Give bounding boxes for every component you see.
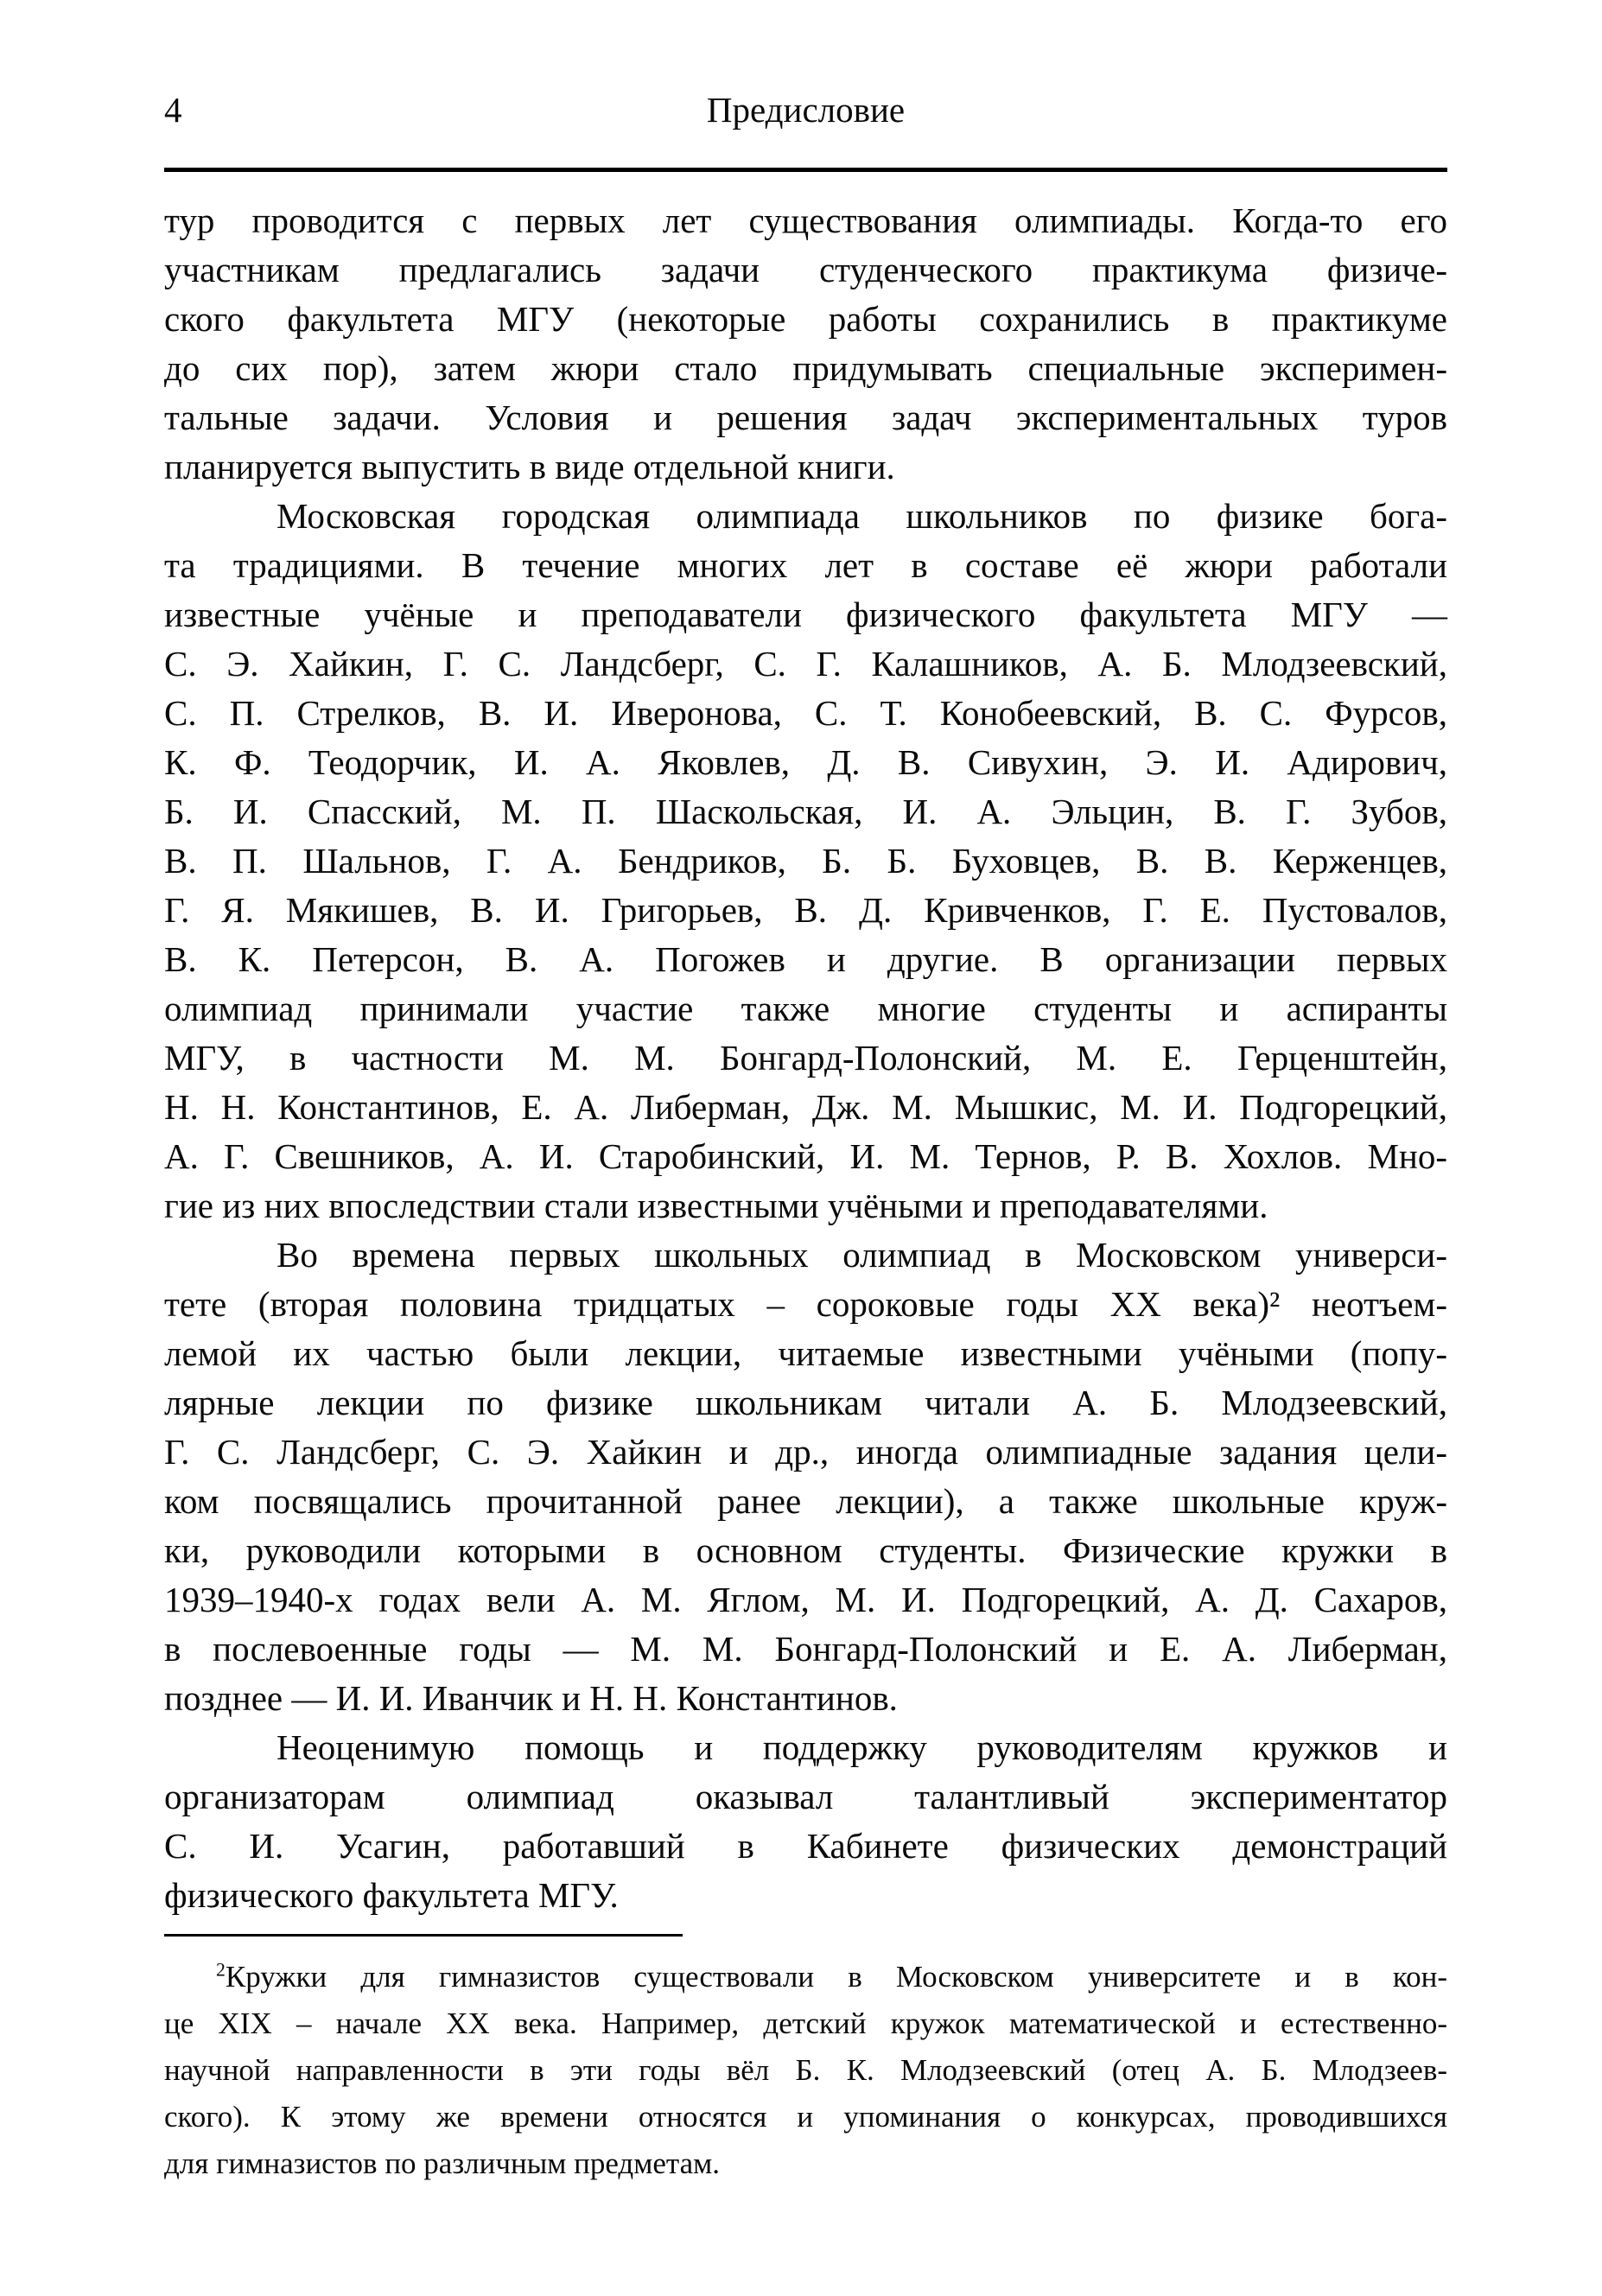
footnote-line: научной направленности в эти годы вёл Б. К. Млодзеевский (отец А. Б. Млодзеев- <box>164 2053 1447 2087</box>
paragraph <box>164 1723 1447 1920</box>
text-line: тете (вторая половина тридцатых – сороковые годы XX века)² неотъем- <box>164 1284 1447 1324</box>
footnote-line <box>164 1954 1447 2000</box>
text-line: тальные задачи. Условия и решения задач экспериментальных туров <box>164 398 1447 437</box>
text-line: В. К. Петерсон, В. А. Погожев и другие. В организации первых <box>164 939 1447 979</box>
paragraph <box>164 492 1447 1231</box>
text-line: Г. С. Ландсберг, С. Э. Хайкин и др., иногда олимпиадные задания цели- <box>164 1432 1447 1472</box>
body-text <box>164 196 1447 1920</box>
text-line: гие из них впоследствии стали известными учёными и преподавателями. <box>164 1186 1268 1225</box>
text-line: С. П. Стрелков, В. И. Иверонова, С. Т. Конобеевский, В. С. Фурсов, <box>164 693 1447 733</box>
text-line: известные учёные и преподаватели физического факультета МГУ — <box>164 595 1447 634</box>
text-line: А. Г. Свешников, А. И. Старобинский, И. М. Тернов, Р. В. Хохлов. Мно- <box>164 1136 1447 1176</box>
text-line: та традициями. В течение многих лет в составе её жюри работали <box>164 545 1447 585</box>
footnote-line: це XIX – начале XX века. Например, детский кружок математической и естественно- <box>164 2007 1447 2040</box>
footnote-marker: 2 <box>216 1959 226 1981</box>
text-line: Во времена первых школьных олимпиад в Московском универси- <box>277 1235 1447 1275</box>
text-line: ком посвящались прочитанной ранее лекции), а также школьные круж- <box>164 1481 1447 1521</box>
text-line: тур проводится с первых лет существования олимпиады. Когда-то его <box>164 200 1447 240</box>
footnote-line: ского). К этому же времени относятся и упоминания о конкурсах, проводившихся <box>164 2100 1447 2134</box>
text-line: позднее — И. И. Иванчик и Н. Н. Константинов. <box>164 1678 898 1718</box>
paragraph <box>164 1231 1447 1723</box>
text-line: ского факультета МГУ (некоторые работы сохранились в практикуме <box>164 299 1447 339</box>
page-content <box>164 86 1447 2187</box>
text-line: планируется выпустить в виде отдельной книги. <box>164 447 895 487</box>
text-line: С. И. Усагин, работавший в Кабинете физических демонстраций <box>164 1826 1447 1866</box>
text-line: организаторам олимпиад оказывал талантливый экспериментатор <box>164 1777 1447 1816</box>
running-title: Предисловие <box>706 90 906 130</box>
footnote <box>164 1954 1447 2187</box>
text-line: 1939–1940-х годах вели А. М. Яглом, М. И. Подгорецкий, А. Д. Сахаров, <box>164 1580 1447 1619</box>
text-line: лярные лекции по физике школьникам читали А. Б. Млодзеевский, <box>164 1383 1447 1422</box>
header-rule <box>164 168 1447 172</box>
text-line: Неоценимую помощь и поддержку руководителям кружков и <box>277 1727 1447 1767</box>
footnote-text: Кружки для гимназистов существовали в Московском университете и в кон- <box>225 1960 1447 1994</box>
text-line: до сих пор), затем жюри стало придумывать специальные эксперимен- <box>164 348 1447 388</box>
text-line: участникам предлагались задачи студенческого практикума физиче- <box>164 250 1447 289</box>
page-header <box>164 86 1447 133</box>
text-line: физического факультета МГУ. <box>164 1875 619 1915</box>
text-line: в послевоенные годы — М. М. Бонгард-Полонский и Е. А. Либерман, <box>164 1629 1447 1669</box>
text-line: К. Ф. Теодорчик, И. А. Яковлев, Д. В. Сивухин, Э. И. Адирович, <box>164 742 1447 782</box>
page-number: 4 <box>164 90 182 130</box>
text-line: С. Э. Хайкин, Г. С. Ландсберг, С. Г. Калашников, А. Б. Млодзеевский, <box>164 644 1447 684</box>
text-line: Г. Я. Мякишев, В. И. Григорьев, В. Д. Кривченков, Г. Е. Пустовалов, <box>164 890 1447 930</box>
text-line: олимпиад принимали участие также многие студенты и аспиранты <box>164 989 1447 1028</box>
text-line: лемой их частью были лекции, читаемые известными учёными (попу- <box>164 1333 1447 1373</box>
footnote-line: для гимназистов по различным предметам. <box>164 2147 721 2180</box>
text-line: МГУ, в частности М. М. Бонгард-Полонский, М. Е. Герценштейн, <box>164 1038 1447 1078</box>
text-line: Б. И. Спасский, М. П. Шаскольская, И. А. Эльцин, В. Г. Зубов, <box>164 792 1447 831</box>
text-line: Н. Н. Константинов, Е. А. Либерман, Дж. М. Мышкис, М. И. Подгорецкий, <box>164 1087 1447 1127</box>
paragraph <box>164 196 1447 492</box>
text-line: ки, руководили которыми в основном студенты. Физические кружки в <box>164 1530 1447 1570</box>
text-line: В. П. Шальнов, Г. А. Бендриков, Б. Б. Буховцев, В. В. Керженцев, <box>164 841 1447 881</box>
footnote-rule <box>164 1934 683 1937</box>
text-line: Московская городская олимпиада школьников по физике бога- <box>277 496 1447 536</box>
